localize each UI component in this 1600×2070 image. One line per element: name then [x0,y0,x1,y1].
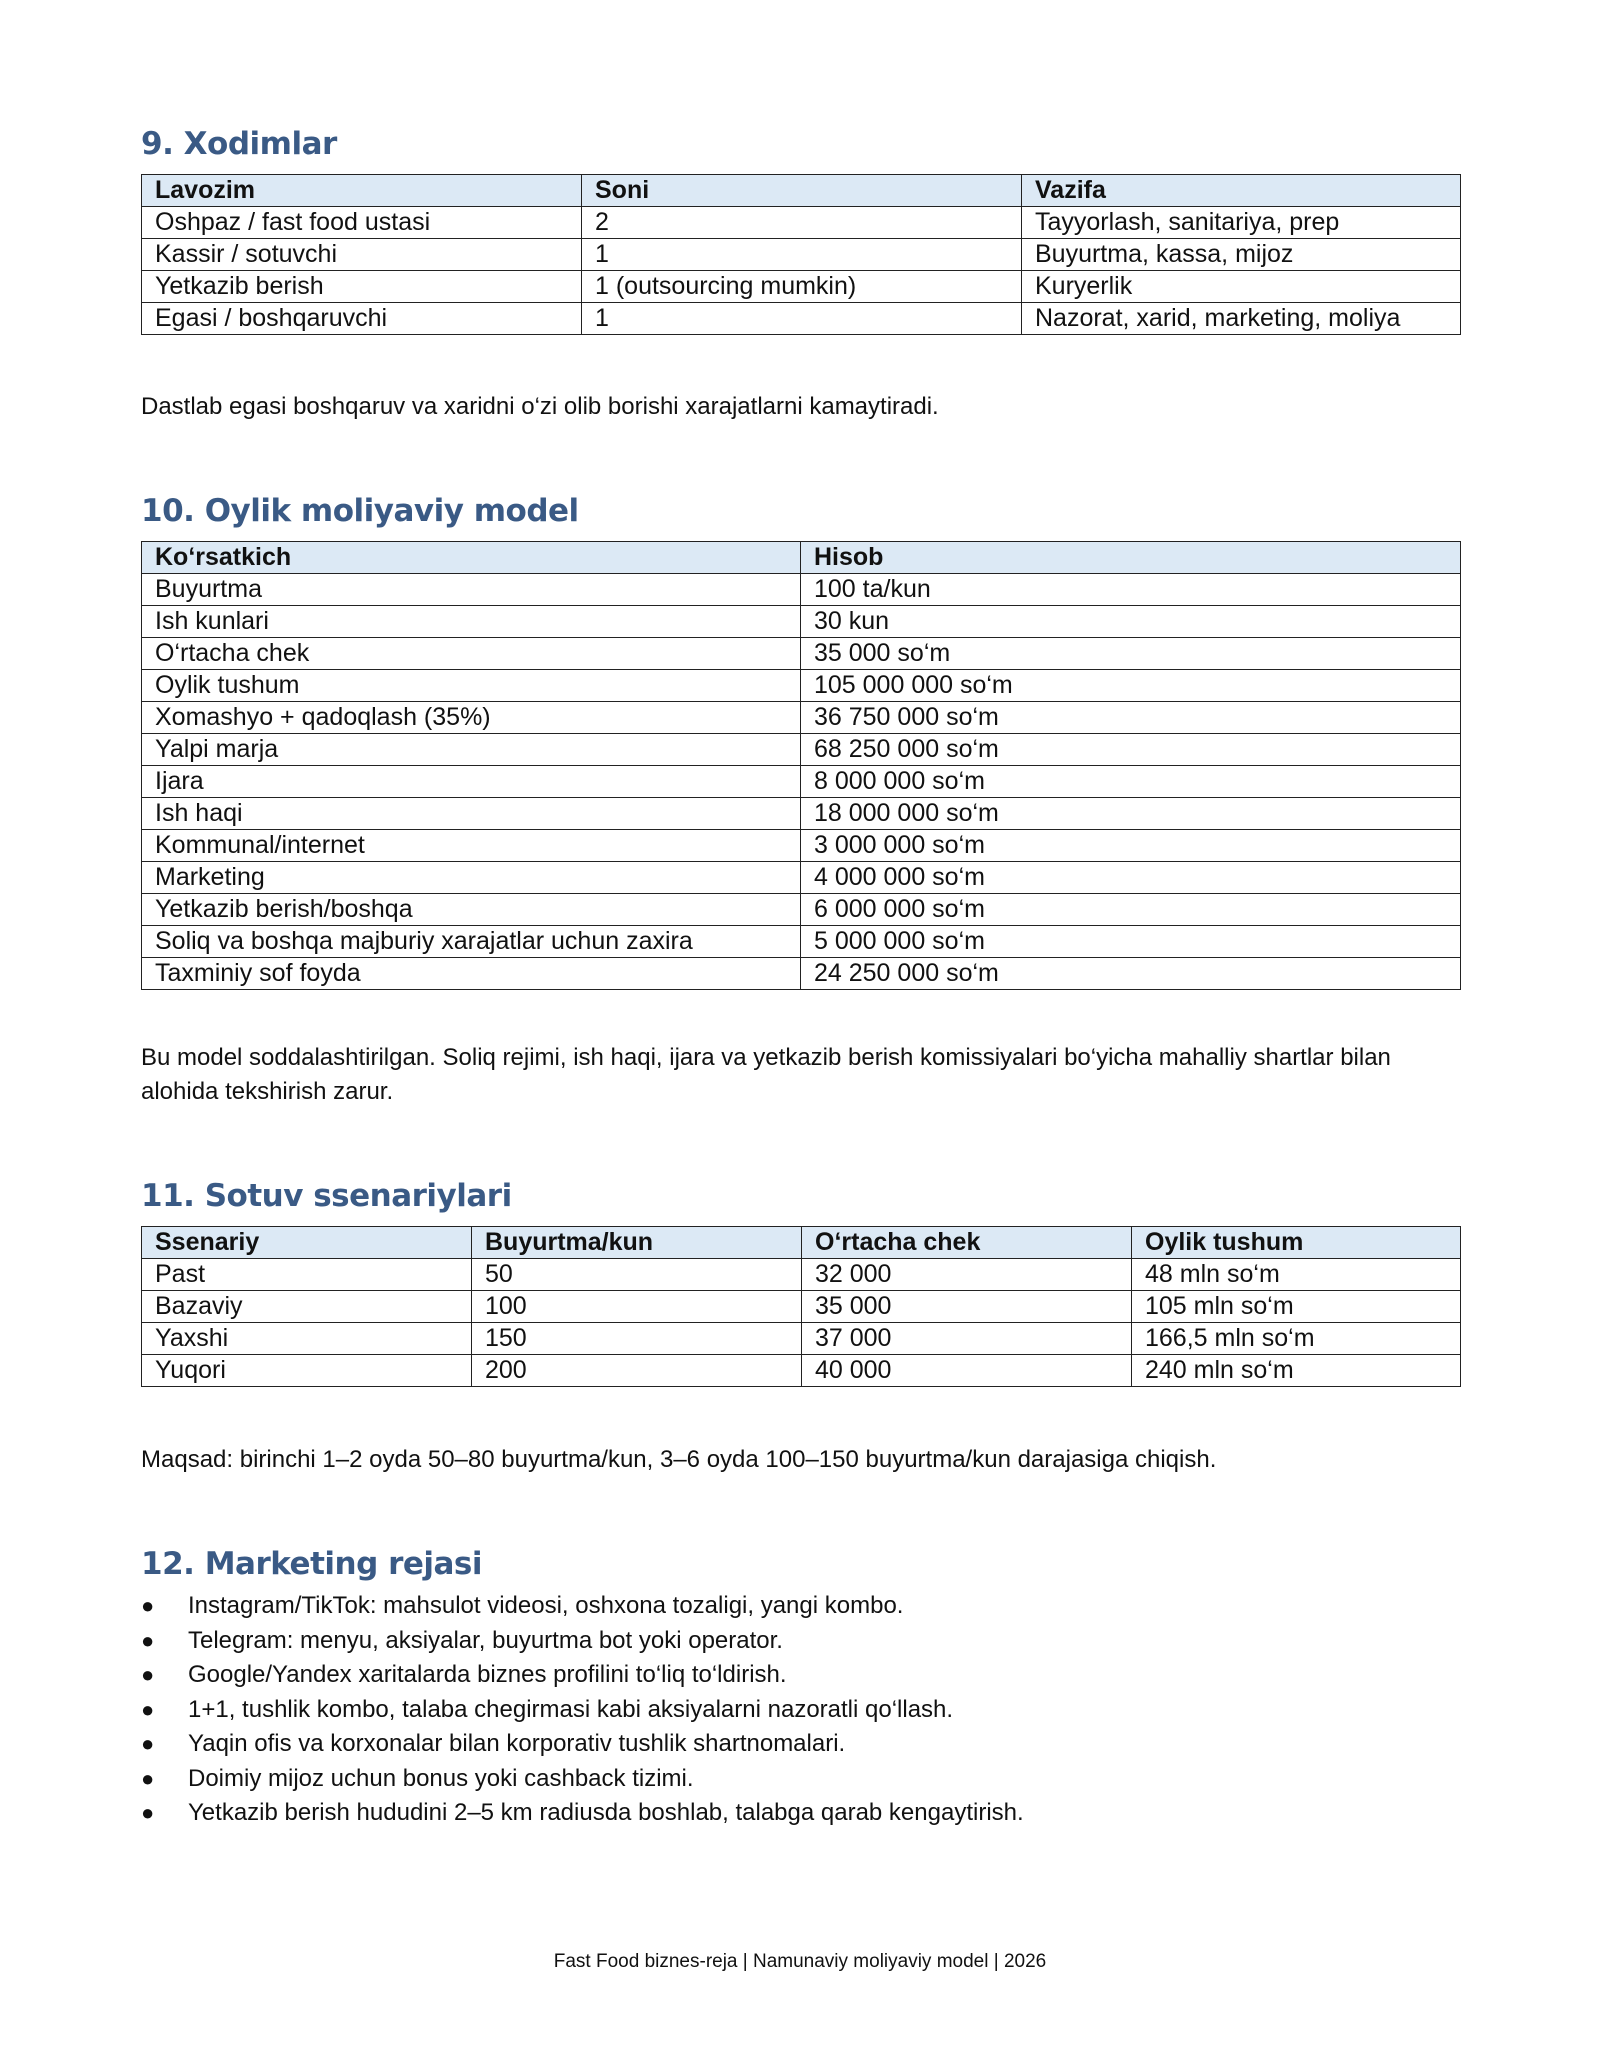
bullet-icon: ● [141,1765,155,1791]
column-header: O‘rtacha chek [802,1227,1132,1259]
table-cell: Oylik tushum [142,670,801,702]
table-cell: 105 000 000 so‘m [801,670,1461,702]
table-cell: Tayyorlash, sanitariya, prep [1022,207,1461,239]
table-cell: 5 000 000 so‘m [801,926,1461,958]
table-row [142,894,1461,926]
table-cell: 50 [472,1259,802,1291]
table-row [142,1355,1461,1387]
table-row [142,862,1461,894]
table-cell: Kassir / sotuvchi [142,239,582,271]
staff-table [141,174,1461,335]
table-row [142,638,1461,670]
table-cell: 32 000 [802,1259,1132,1291]
table-cell: 4 000 000 so‘m [801,862,1461,894]
table-cell: Buyurtma [142,574,801,606]
sales-scenarios-table [141,1226,1461,1387]
column-header: Soni [582,175,1022,207]
section-10-heading: 10. Oylik moliyaviy model [141,493,579,529]
table-cell: Kuryerlik [1022,271,1461,303]
table-row [142,766,1461,798]
bullet-icon: ● [141,1800,155,1825]
table-cell: Yetkazib berish [142,271,582,303]
table-cell: Xomashyo + qadoqlash (35%) [142,702,801,734]
table-cell: 105 mln so‘m [1132,1291,1461,1323]
list-item [141,1762,1024,1797]
table-cell: Nazorat, xarid, marketing, moliya [1022,303,1461,335]
list-item [141,1589,1024,1624]
table-cell: 1 [582,303,1022,335]
column-header: Ssenariy [142,1227,472,1259]
column-header: Vazifa [1022,175,1461,207]
table-cell: Taxminiy sof foyda [142,958,801,990]
list-item-text: Google/Yandex xaritalarda biznes profilini to‘liq to‘ldirish. [188,1661,787,1688]
table-row [142,926,1461,958]
table-cell: 24 250 000 so‘m [801,958,1461,990]
staff-note: Dastlab egasi boshqaruv va xaridni o‘zi olib borishi xarajatlarni kamaytiradi. [141,393,939,420]
table-row [142,670,1461,702]
financial-model-note: Bu model soddalashtirilgan. Soliq rejimi, ish haqi, ijara va yetkazib berish komissiyalari bo‘yicha mahalliy shartlar bilan alohida tekshirish zarur. [141,1044,1391,1105]
table-cell: 18 000 000 so‘m [801,798,1461,830]
marketing-plan-list [141,1589,1024,1831]
table-cell: 68 250 000 so‘m [801,734,1461,766]
table-row [142,702,1461,734]
list-item-text: 1+1, tushlik kombo, talaba chegirmasi kabi aksiyalarni nazoratli qo‘llash. [188,1695,954,1723]
table-cell: 200 [472,1355,802,1387]
section-11-heading: 11. Sotuv ssenariylari [141,1178,512,1214]
table-cell: 6 000 000 so‘m [801,894,1461,926]
section-12-heading: 12. Marketing rejasi [141,1546,483,1582]
table-cell: 166,5 mln so‘m [1132,1323,1461,1355]
table-cell: 1 [582,239,1022,271]
table-row [142,1291,1461,1323]
table-cell: 8 000 000 so‘m [801,766,1461,798]
list-item [141,1727,1024,1762]
table-cell: 2 [582,207,1022,239]
table-cell: 3 000 000 so‘m [801,830,1461,862]
list-item [141,1658,1024,1693]
column-header: Buyurtma/kun [472,1227,802,1259]
table-cell: 240 mln so‘m [1132,1355,1461,1387]
table-cell: Egasi / boshqaruvchi [142,303,582,335]
table-row [142,606,1461,638]
list-item [141,1693,1024,1728]
list-item-text: Yaqin ofis va korxonalar bilan korporativ tushlik shartnomalari. [188,1730,846,1757]
table-cell: Bazaviy [142,1291,472,1323]
table-header-row [142,175,1461,207]
table-header-row [142,1227,1461,1259]
table-cell: Yetkazib berish/boshqa [142,894,801,926]
column-header: Ko‘rsatkich [142,542,801,574]
table-cell: Oshpaz / fast food ustasi [142,207,582,239]
table-cell: 150 [472,1323,802,1355]
sales-target-note: Maqsad: birinchi 1–2 oyda 50–80 buyurtma/kun, 3–6 oyda 100–150 buyurtma/kun darajasiga chiqish. [141,1446,1217,1473]
table-row [142,830,1461,862]
list-item [141,1624,1024,1659]
table-cell: Ish kunlari [142,606,801,638]
table-cell: O‘rtacha chek [142,638,801,670]
column-header: Oylik tushum [1132,1227,1461,1259]
table-cell: Yuqori [142,1355,472,1387]
table-header-row [142,542,1461,574]
table-cell: 35 000 so‘m [801,638,1461,670]
table-row [142,734,1461,766]
table-row [142,574,1461,606]
table-cell: Past [142,1259,472,1291]
bullet-icon: ● [141,1593,155,1618]
table-cell: 1 (outsourcing mumkin) [582,271,1022,303]
table-cell: Yalpi marja [142,734,801,766]
table-cell: 100 ta/kun [801,574,1461,606]
table-row [142,798,1461,830]
table-cell: 30 kun [801,606,1461,638]
table-cell: 36 750 000 so‘m [801,702,1461,734]
table-row [142,1259,1461,1291]
list-item [141,1796,1024,1831]
table-cell: Marketing [142,862,801,894]
table-row [142,239,1461,271]
table-cell: 37 000 [802,1323,1132,1355]
table-row [142,303,1461,335]
column-header: Lavozim [142,175,582,207]
table-cell: Ijara [142,766,801,798]
table-row [142,1323,1461,1355]
table-cell: Kommunal/internet [142,830,801,862]
table-cell: 48 mln so‘m [1132,1259,1461,1291]
section-9-heading: 9. Xodimlar [141,126,337,162]
table-row [142,271,1461,303]
table-cell: Buyurtma, kassa, mijoz [1022,239,1461,271]
list-item-text: Instagram/TikTok: mahsulot videosi, oshxona tozaligi, yangi kombo. [188,1592,904,1619]
table-cell: 35 000 [802,1291,1132,1323]
bullet-icon: ● [141,1731,155,1756]
bullet-icon: ● [141,1627,155,1653]
table-cell: Soliq va boshqa majburiy xarajatlar uchun zaxira [142,926,801,958]
table-cell: Yaxshi [142,1323,472,1355]
column-header: Hisob [801,542,1461,574]
list-item-text: Yetkazib berish hududini 2–5 km radiusda boshlab, talabga qarab kengaytirish. [188,1799,1024,1826]
table-row [142,958,1461,990]
page-footer: Fast Food biznes-reja | Namunaviy moliyaviy model | 2026 [553,1951,1047,1972]
table-cell: 100 [472,1291,802,1323]
bullet-icon: ● [141,1696,155,1722]
list-item-text: Doimiy mijoz uchun bonus yoki cashback tizimi. [188,1764,694,1792]
financial-model-table [141,541,1461,990]
bullet-icon: ● [141,1662,155,1687]
list-item-text: Telegram: menyu, aksiyalar, buyurtma bot yoki operator. [188,1626,783,1654]
table-cell: Ish haqi [142,798,801,830]
table-row [142,207,1461,239]
table-cell: 40 000 [802,1355,1132,1387]
